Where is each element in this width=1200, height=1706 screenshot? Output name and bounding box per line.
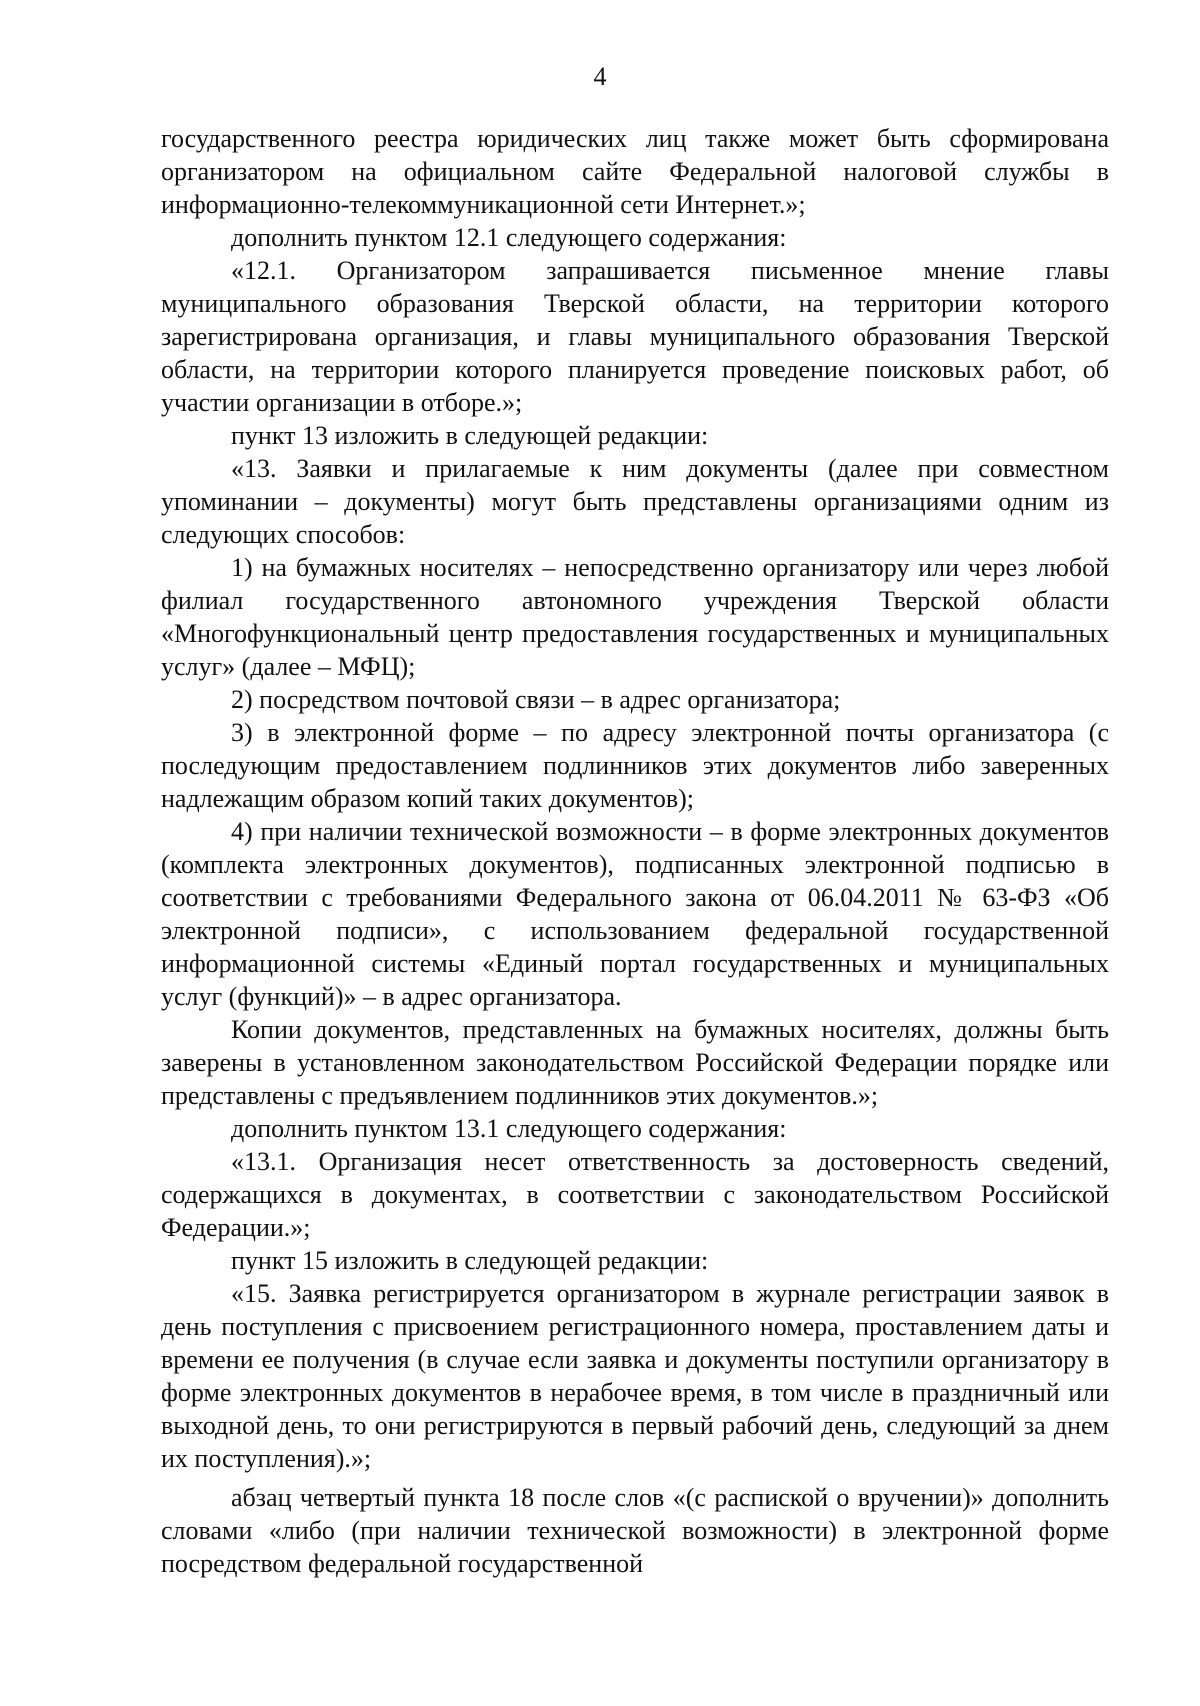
paragraph: пункт 13 изложить в следующей редакции: [231, 421, 709, 450]
paragraph: пункт 15 изложить в следующей редакции: [231, 1246, 709, 1275]
page-number: 4 [593, 62, 607, 91]
paragraph: абзац четвертый пункта 18 после слов «(с распиской о вручении)» дополнить словами «либо (при наличии технической возможности) в электронной форме посредством федеральной государственной [161, 1483, 1109, 1578]
document-body [161, 122, 1109, 1580]
list-item: 1) на бумажных носителях – непосредственно организатору или через любой филиал государственного автономного учреждения Тверской области «Многофункциональный центр предоставления государственных и муниципальных услуг» (далее – МФЦ); [161, 553, 1109, 681]
paragraph: Копии документов, представленных на бумажных носителях, должны быть заверены в установленном законодательством Российской Федерации порядке или представлены с предъявлением подлинников этих документов.»; [161, 1015, 1109, 1110]
paragraph-continuation: государственного реестра юридических лиц также может быть сформирована организатором на официальном сайте Федеральной налоговой службы в информационно-телекоммуникационной сети Интернет.»; [161, 124, 1109, 219]
list-item: 3) в электронной форме – по адресу электронной почты организатора (с последующим предоставлением подлинников этих документов либо заверенных надлежащим образом копий таких документов); [161, 718, 1109, 813]
paragraph: «13.1. Организация несет ответственность за достоверность сведений, содержащихся в документах, в соответствии с законодательством Российской Федерации.»; [161, 1147, 1109, 1242]
list-item: 4) при наличии технической возможности – в форме электронных документов (комплекта электронных документов), подписанных электронной подписью в соответствии с требованиями Федерального закона от 06.04.2011 № 63-ФЗ «Об электронной подписи», с использованием федеральной государственной информационной системы «Единый портал государственных и муниципальных услуг (функций)» – в адрес организатора. [161, 817, 1109, 1011]
list-item: 2) посредством почтовой связи – в адрес организатора; [231, 685, 841, 714]
paragraph: «12.1. Организатором запрашивается письменное мнение главы муниципального образования Тверской области, на территории которого зарегистрирована организация, и главы муниципального образования Тверской области, на территории которого планируется проведение поисковых работ, об участии организации в отборе.»; [161, 256, 1109, 417]
paragraph: дополнить пунктом 13.1 следующего содержания: [231, 1114, 787, 1143]
paragraph: «13. Заявки и прилагаемые к ним документы (далее при совместном упоминании – документы) могут быть представлены организациями одним из следующих способов: [161, 454, 1109, 549]
paragraph: «15. Заявка регистрируется организатором в журнале регистрации заявок в день поступления с присвоением регистрационного номера, проставлением даты и времени ее получения (в случае если заявка и документы поступили организатору в форме электронных документов в нерабочее время, в том числе в праздничный или выходной день, то они регистрируются в первый рабочий день, следующий за днем их поступления).»; [161, 1279, 1109, 1473]
paragraph: дополнить пунктом 12.1 следующего содержания: [231, 223, 787, 252]
